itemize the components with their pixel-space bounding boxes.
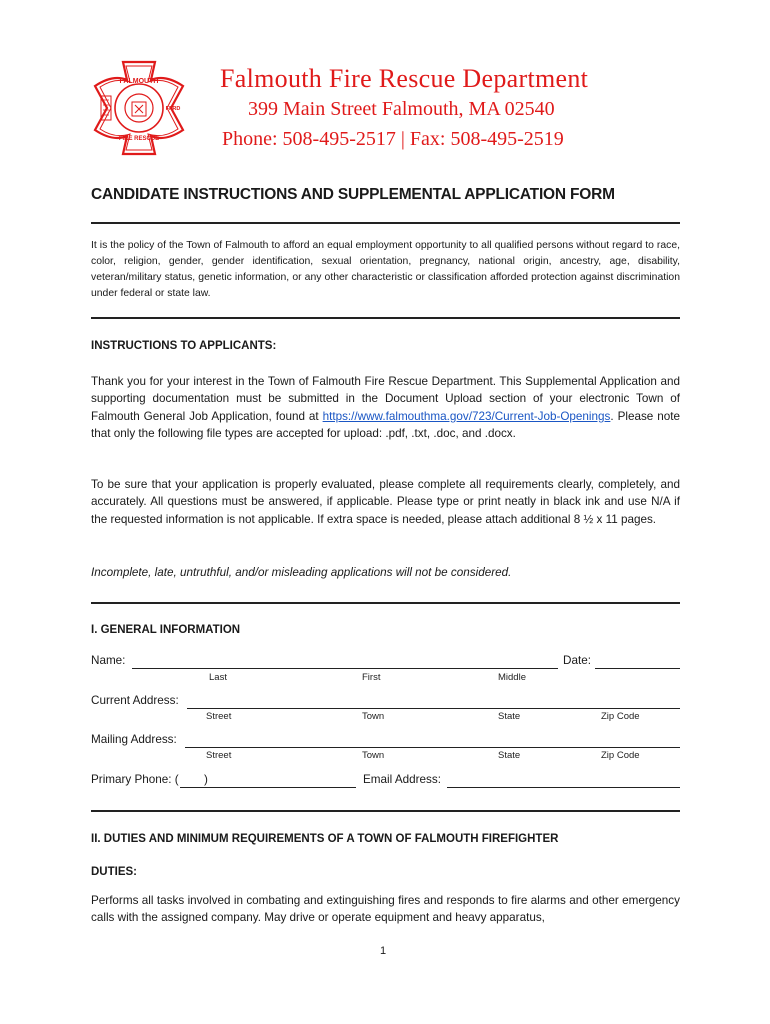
eeo-policy-text: It is the policy of the Town of Falmouth to afford an equal employment opportunity to all qualified persons without regard to race, color, religion, gender, gender identification, sexual orientation, pregnancy, national origin, ancestry, age, disability, veteran/military status, genetic information, or any other characteristic or classification afforded protection against discrimination under federal or state law. <box>91 240 680 299</box>
logo-text-side: FFRD <box>165 106 181 112</box>
email-input[interactable] <box>447 787 680 788</box>
duties-text: Performs all tasks involved in combating and extinguishing fires and responds to fire alarms and other emergency calls with the assigned company. May drive or operate equipment and heavy apparatus, <box>91 894 680 925</box>
department-phone-fax: Phone: 508-495-2517 | Fax: 508-495-2519 <box>222 128 564 150</box>
divider <box>91 222 680 224</box>
instructions-paragraph-1 <box>91 373 680 442</box>
mailing-address-label: Mailing Address: <box>91 733 177 746</box>
mailing-sub-town: Town <box>362 750 385 761</box>
form-title: CANDIDATE INSTRUCTIONS AND SUPPLEMENTAL APPLICATION FORM <box>91 186 615 203</box>
job-openings-link[interactable]: https://www.falmouthma.gov/723/Current-Job-Openings <box>322 409 611 423</box>
department-name: Falmouth Fire Rescue Department <box>220 64 589 93</box>
date-label: Date: <box>563 654 591 667</box>
general-info-heading: I. GENERAL INFORMATION <box>91 624 241 636</box>
instructions-paragraph-2: To be sure that your application is properly evaluated, please complete all requirements clearly, completely, and accurately. All questions must be answered, if applicable. Please type or print neatly in black ink and use N/A if the requested information is not applicable. If extra space is needed, please attach additional 8 ½ x 11 pages. <box>91 478 680 526</box>
instructions-heading: INSTRUCTIONS TO APPLICANTS: <box>91 340 277 352</box>
name-sub-last: Last <box>209 672 227 683</box>
primary-phone-input[interactable] <box>180 787 356 788</box>
address-sub-state: State <box>498 711 521 722</box>
page-number: 1 <box>380 945 387 957</box>
mailing-sub-street: Street <box>206 750 232 761</box>
department-address: 399 Main Street Falmouth, MA 02540 <box>248 98 555 120</box>
name-sub-middle: Middle <box>498 672 526 683</box>
fire-department-logo <box>93 60 185 156</box>
name-input[interactable] <box>132 668 558 669</box>
divider <box>91 602 680 604</box>
logo-text-bottom: FIRE RESCUE <box>118 136 160 142</box>
address-sub-town: Town <box>362 711 385 722</box>
phone-paren: ) <box>204 773 208 786</box>
mailing-address-input[interactable] <box>185 747 680 748</box>
mailing-sub-state: State <box>498 750 521 761</box>
email-label: Email Address: <box>363 773 441 786</box>
divider <box>91 810 680 812</box>
address-sub-zip: Zip Code <box>601 711 640 722</box>
duties-section-heading: II. DUTIES AND MINIMUM REQUIREMENTS OF A TOWN OF FALMOUTH FIREFIGHTER <box>91 833 559 845</box>
logo-text-top: FALMOUTH <box>119 78 159 85</box>
current-address-label: Current Address: <box>91 694 179 707</box>
name-sub-first: First <box>362 672 381 683</box>
current-address-input[interactable] <box>187 708 680 709</box>
primary-phone-label: Primary Phone: ( <box>91 773 179 786</box>
instructions-warning: Incomplete, late, untruthful, and/or misleading applications will not be considered. <box>91 566 512 579</box>
duties-heading: DUTIES: <box>91 866 137 878</box>
instructions-text-after: . Please note that only the following file types are accepted for upload: .pdf, .txt, .doc, and .docx. <box>91 409 680 440</box>
date-input[interactable] <box>595 668 680 669</box>
instructions-text: Thank you for your interest in the Town of Falmouth Fire Rescue Department. This Supplemental Application and supporting documentation must be submitted in the Document Upload section of your electronic Town of Falmouth General Job Application, found at <box>91 375 680 423</box>
name-label: Name: <box>91 654 126 667</box>
divider <box>91 317 680 319</box>
address-sub-street: Street <box>206 711 232 722</box>
mailing-sub-zip: Zip Code <box>601 750 640 761</box>
